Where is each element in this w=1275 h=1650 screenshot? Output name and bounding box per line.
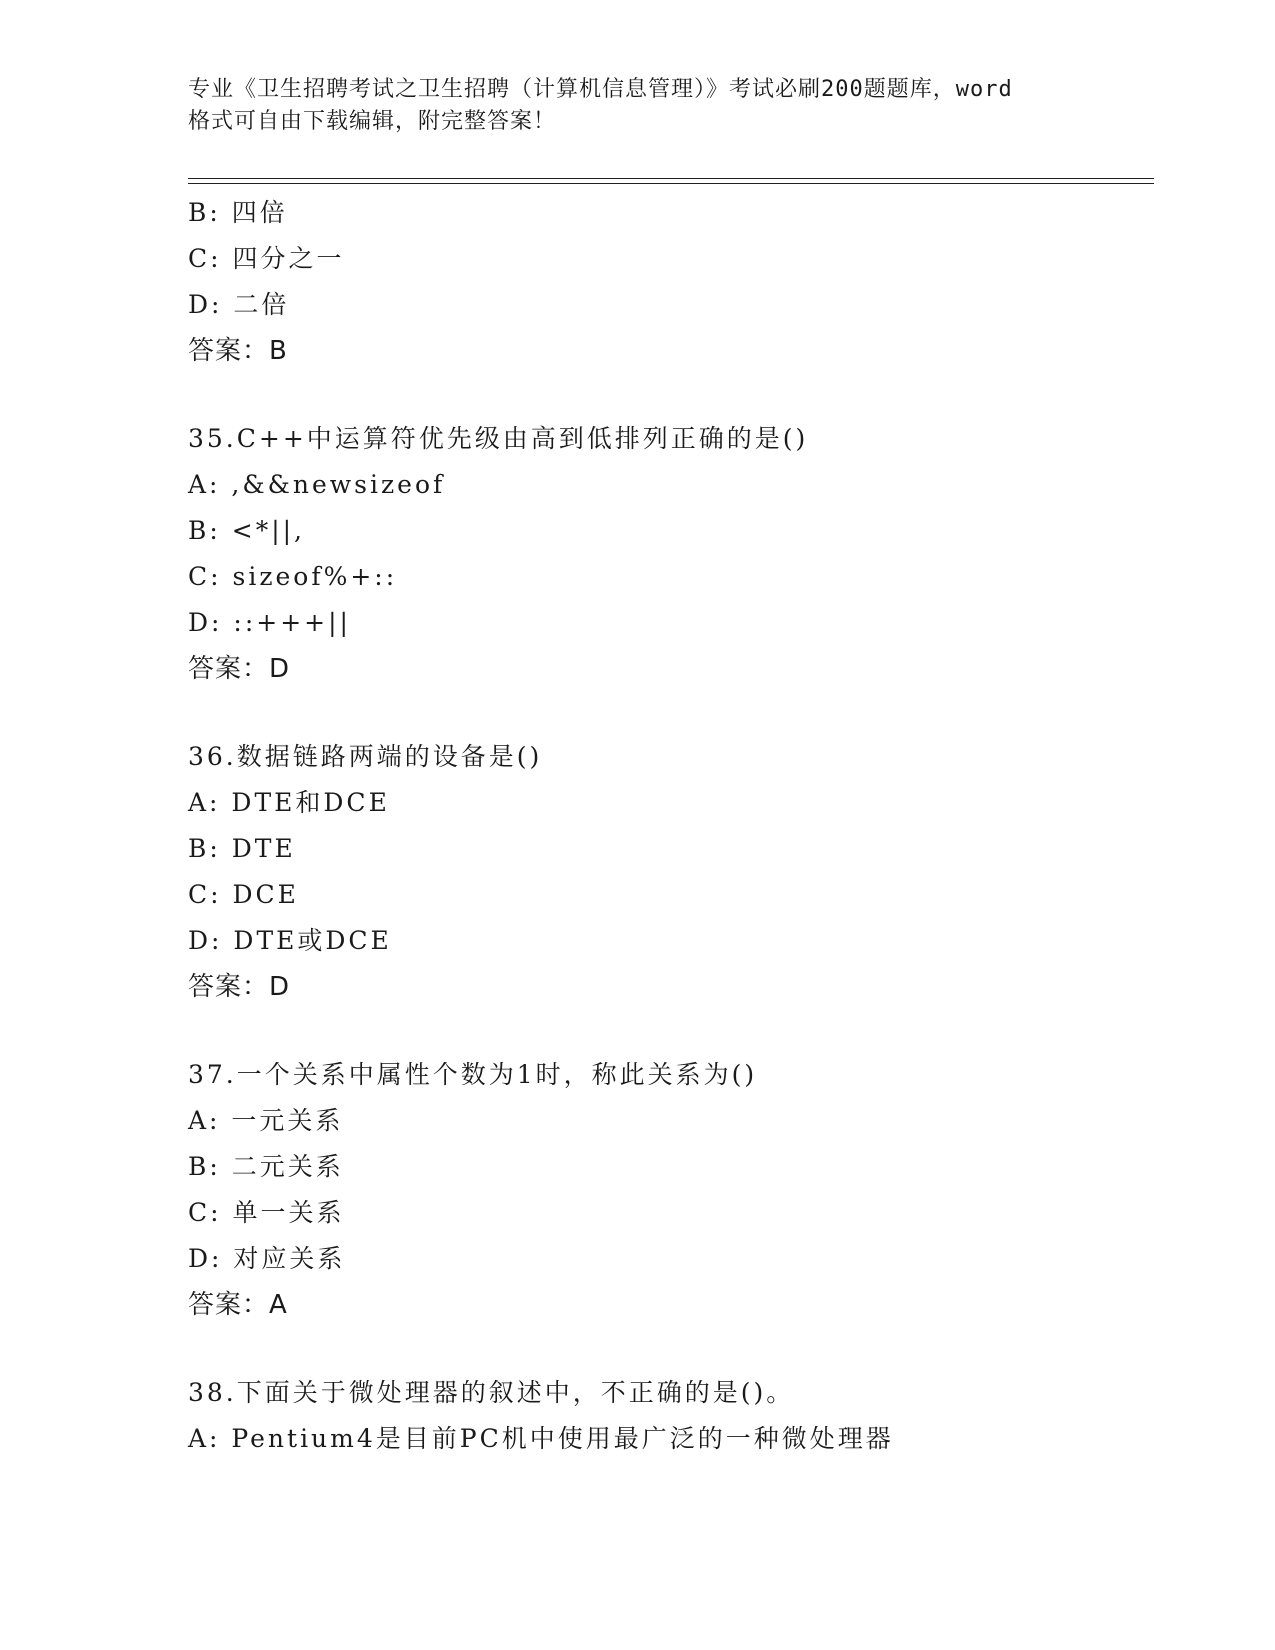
header-divider-top [188,178,1154,179]
option-d: D: 二倍 [188,290,290,319]
option-b: B: <*||, [188,516,305,545]
option-c: C: 四分之一 [188,244,345,273]
option-b: B: DTE [188,834,296,863]
header-divider-bottom [188,183,1154,184]
option-d: D: 对应关系 [188,1244,346,1273]
header-line-1: 专业《卫生招聘考试之卫生招聘（计算机信息管理）》考试必刷200题题库，word [188,77,1013,102]
answer-line: 答案：A [188,1290,288,1320]
option-d: D: DTE或DCE [188,926,392,955]
option-c: C: 单一关系 [188,1198,345,1227]
option-a: A: 一元关系 [188,1106,344,1135]
question-title: 36.数据链路两端的设备是() [188,742,543,771]
answer-line: 答案：D [188,654,291,684]
option-c: C: DCE [188,880,299,909]
option-d: D: ::+++|| [188,608,351,637]
option-a: A: DTE和DCE [188,788,390,817]
option-a: A: Pentium4是目前PC机中使用最广泛的一种微处理器 [188,1424,894,1453]
question-block-37 [188,1052,1148,1328]
spacer [188,1010,1148,1052]
option-b: B: 二元关系 [188,1152,344,1181]
option-a: A: ,&&newsizeof [188,470,446,499]
question-list [188,190,1148,1462]
spacer [188,1328,1148,1370]
question-title: 35.C++中运算符优先级由高到低排列正确的是() [188,424,809,453]
option-c: C: sizeof%+:: [188,562,398,591]
question-title: 37.一个关系中属性个数为1时，称此关系为() [188,1060,758,1089]
answer-line: 答案：B [188,336,288,366]
question-block-34 [188,190,1148,374]
document-header [188,74,1088,138]
option-b: B: 四倍 [188,198,288,227]
question-block-38 [188,1370,1148,1462]
question-title: 38.下面关于微处理器的叙述中，不正确的是()。 [188,1378,795,1407]
header-line-2: 格式可自由下载编辑，附完整答案！ [188,109,557,134]
question-block-36 [188,734,1148,1010]
question-block-35 [188,416,1148,692]
answer-line: 答案：D [188,972,291,1002]
spacer [188,692,1148,734]
spacer [188,374,1148,416]
